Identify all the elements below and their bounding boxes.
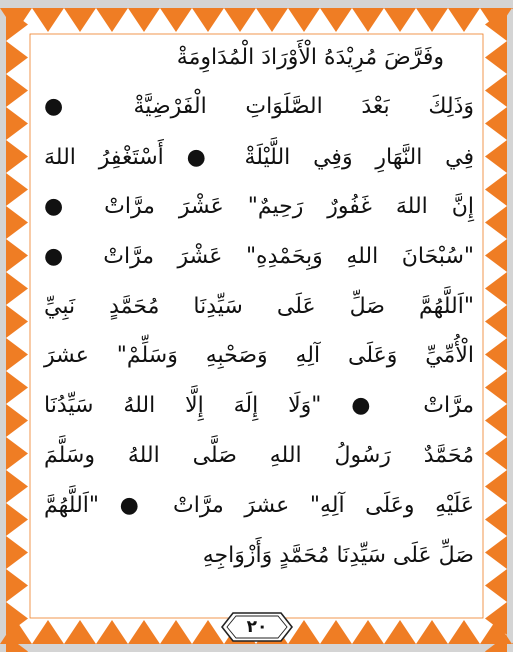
frame-triangle-right [485, 437, 507, 470]
frame-triangle-left [6, 404, 28, 437]
text-line-10: عَلَيْهِ وعَلَى آلِهِ" عشرَ مرَّاتْ ● "اَللَّهُمَّ [44, 493, 474, 518]
frame-triangle-bottom [160, 620, 192, 644]
frame-triangle-top [384, 8, 416, 32]
frame-triangle-left [6, 569, 28, 602]
frame-triangle-right [485, 404, 507, 437]
page-number: ٢٠ [246, 617, 268, 637]
frame-triangle-bottom [320, 620, 352, 644]
frame-triangle-top [448, 8, 480, 32]
frame-triangle-top [224, 8, 256, 32]
frame-triangle-bottom [448, 620, 480, 644]
frame-triangle-right [485, 536, 507, 569]
frame-triangle-right [485, 74, 507, 107]
frame-triangle-right [485, 272, 507, 305]
frame-triangle-right [485, 338, 507, 371]
frame-triangle-top [288, 8, 320, 32]
frame-triangle-top [96, 8, 128, 32]
frame-gray-top [0, 0, 513, 8]
frame-gray-right [507, 0, 513, 652]
frame-triangle-top [416, 8, 448, 32]
frame-triangle-bottom [416, 620, 448, 644]
frame-triangle-right [485, 107, 507, 140]
frame-triangle-left [6, 74, 28, 107]
text-line-11: صَلِّ عَلَى سَيِّدِنَا مُحَمَّدٍ وَأَزْوَاجِهِ [202, 543, 474, 568]
text-line-9: مُحَمَّدٌ رَسُولُ اللهِ صَلَّى اللهُ وسَلَّمَ [44, 443, 474, 468]
frame-triangle-bottom [64, 620, 96, 644]
frame-triangle-bottom [384, 620, 416, 644]
frame-triangle-top [256, 8, 288, 32]
frame-triangle-top [192, 8, 224, 32]
frame-triangle-top [32, 8, 64, 32]
frame-triangle-left [6, 371, 28, 404]
frame-triangle-left [6, 239, 28, 272]
frame-triangle-left [6, 41, 28, 74]
text-line-6: "اَللَّهُمَّ صَلِّ عَلَى سَيِّدِنَا مُحَمَّدٍ نَبِيِّ [44, 294, 474, 319]
frame-triangle-right [485, 305, 507, 338]
frame-gray-left [0, 0, 6, 652]
frame-triangle-bottom [192, 620, 224, 644]
text-line-1: وفَرَّضَ مُرِيْدَهُ الْأَوْرَادَ الْمُدَاوِمَةْ [176, 45, 444, 70]
frame-triangle-left [6, 140, 28, 173]
frame-triangle-left [6, 437, 28, 470]
frame-triangle-left [6, 272, 28, 305]
frame-triangle-left [6, 206, 28, 239]
frame-triangle-left [6, 470, 28, 503]
text-line-4: إِنَّ اللهَ غَفُورٌ رَحِيمٌ" عَشْرَ مرَّاتْ ● [44, 194, 474, 219]
frame-triangle-top [64, 8, 96, 32]
frame-triangle-right [485, 140, 507, 173]
frame-triangle-right [485, 41, 507, 74]
frame-triangle-right [485, 239, 507, 272]
frame-triangle-right [485, 569, 507, 602]
frame-triangle-bottom [96, 620, 128, 644]
text-line-7: الْأُمِّيِّ وَعَلَى آلِهِ وَصَحْبِهِ وَسَلِّمْ" عشرَ [44, 343, 474, 368]
frame-triangle-top [320, 8, 352, 32]
frame-triangle-bottom [128, 620, 160, 644]
frame-triangle-left [6, 107, 28, 140]
frame-triangle-top [352, 8, 384, 32]
frame-triangle-bottom [32, 620, 64, 644]
frame-triangle-left [6, 338, 28, 371]
text-line-8: مرَّاتْ ● "وَلَا إِلَهَ إِلَّا اللهُ سَيِّدُنَا [44, 393, 474, 418]
page-number-badge [221, 612, 293, 642]
frame-triangle-top [128, 8, 160, 32]
frame-triangle-right [485, 470, 507, 503]
frame-triangle-left [6, 305, 28, 338]
text-line-3: فِي النَّهَارِ وَفِي اللَّيْلَةْ ● أَسْتَغْفِرُ اللهَ [44, 145, 474, 170]
body-text [44, 40, 474, 610]
text-line-2: وَذَلِكَ بَعْدَ الصَّلَوَاتِ الْفَرْضِيَّةْ ● [44, 94, 474, 119]
frame-triangle-right [485, 206, 507, 239]
frame-triangle-left [6, 173, 28, 206]
text-line-5: "سُبْحَانَ اللهِ وَبِحَمْدِهِ" عَشْرَ مرَّاتْ ● [44, 244, 474, 269]
frame-triangle-left [6, 503, 28, 536]
frame-triangle-right [485, 173, 507, 206]
frame-gray-bottom [0, 644, 513, 652]
frame-triangle-top [160, 8, 192, 32]
frame-triangle-left [6, 536, 28, 569]
frame-triangle-bottom [352, 620, 384, 644]
frame-triangle-right [485, 503, 507, 536]
frame-triangle-right [485, 371, 507, 404]
